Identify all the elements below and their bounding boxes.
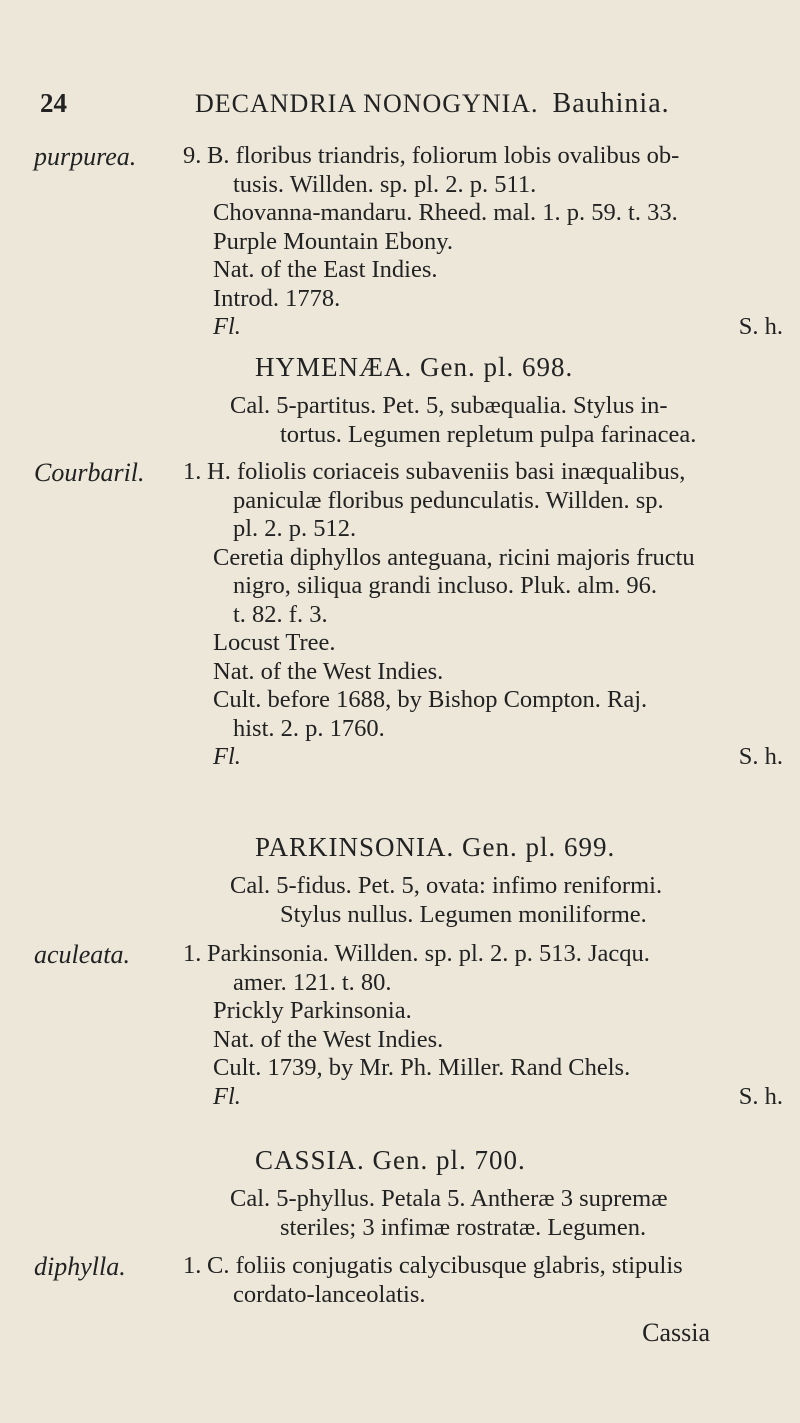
page-number: 24 <box>40 88 67 118</box>
entry-line: Nat. of the West Indies. <box>213 1025 444 1053</box>
running-title <box>195 88 670 120</box>
running-title-text: DECANDRIA NONOGYNIA. <box>195 89 539 118</box>
entry-line: Locust Tree. <box>213 629 336 656</box>
entry-line: pl. 2. p. 512. <box>233 515 357 542</box>
genus-heading-parkinsonia: PARKINSONIA. Gen. pl. 699. <box>255 832 616 862</box>
entry-line: Nat. of the West Indies. <box>213 657 444 685</box>
genus-heading-cassia: CASSIA. Gen. pl. 700. <box>255 1145 526 1175</box>
genus-description-hymenaea <box>230 392 790 449</box>
entry-line: paniculæ floribus pedunculatis. Willden. sp. <box>233 486 664 514</box>
entry-line: H. foliolis coriaceis subaveniis basi inæqualibus, <box>207 458 686 485</box>
entry-line: C. foliis conjugatis calycibusque glabris, stipulis <box>207 1252 683 1279</box>
entry-line: tusis. Willden. sp. pl. 2. p. 511. <box>233 170 537 198</box>
genus-line: steriles; 3 infimæ rostratæ. Legumen. <box>280 1213 647 1241</box>
entry-number: 9. <box>183 142 202 169</box>
entry-line: amer. 121. t. 80. <box>233 968 392 996</box>
running-head <box>0 88 800 128</box>
habit-symbol: S. h. <box>738 313 783 340</box>
entry-line: Parkinsonia. Willden. sp. pl. 2. p. 513. Jacqu. <box>207 940 650 967</box>
entry-line: Introd. 1778. <box>213 284 341 312</box>
genus-heading-hymenaea: HYMENÆA. Gen. pl. 698. <box>255 352 574 382</box>
species-entry-diphylla <box>183 1252 783 1309</box>
genus-line: Stylus nullus. Legumen moniliforme. <box>280 900 647 928</box>
entry-line: Prickly Parkinsonia. <box>213 997 412 1024</box>
genus-line: Cal. 5-phyllus. Petala 5. Antheræ 3 supremæ <box>230 1185 668 1212</box>
flowering-label: Fl. <box>213 743 241 770</box>
margin-species-aculeata: aculeata. <box>34 940 131 969</box>
entry-line: hist. 2. p. 1760. <box>233 714 385 742</box>
genus-line: Cal. 5-partitus. Pet. 5, subæqualia. Stylus in- <box>230 392 668 419</box>
genus-description-parkinsonia <box>230 872 790 929</box>
running-genus: Bauhinia. <box>552 88 670 119</box>
entry-line: Chovanna-mandaru. Rheed. mal. 1. p. 59. t. 33. <box>213 199 678 226</box>
species-entry-purpurea <box>183 142 783 342</box>
entry-line: cordato-lanceolatis. <box>233 1280 426 1308</box>
entry-line: t. 82. f. 3. <box>233 600 328 628</box>
margin-species-courbaril: Courbaril. <box>34 458 145 487</box>
entry-number: 1. <box>183 1252 202 1279</box>
habit-symbol: S. h. <box>738 1082 783 1110</box>
flowering-label: Fl. <box>213 313 241 340</box>
entry-number: 1. <box>183 940 202 967</box>
genus-line: Cal. 5-fidus. Pet. 5, ovata: infimo reniformi. <box>230 872 663 899</box>
margin-species-purpurea: purpurea. <box>34 142 137 171</box>
genus-line: tortus. Legumen repletum pulpa farinacea. <box>280 420 697 448</box>
entry-number: 1. <box>183 458 202 485</box>
entry-line: Cult. 1739, by Mr. Ph. Miller. Rand Chels. <box>213 1054 631 1081</box>
genus-description-cassia <box>230 1185 790 1242</box>
species-entry-aculeata <box>183 940 783 1111</box>
entry-line: Ceretia diphyllos anteguana, ricini majoris fructu <box>213 543 695 571</box>
entry-line: Nat. of the East Indies. <box>213 256 438 283</box>
entry-line: Purple Mountain Ebony. <box>213 227 453 255</box>
margin-species-diphylla: diphylla. <box>34 1252 126 1281</box>
catchword: Cassia <box>642 1318 710 1347</box>
flowering-label: Fl. <box>213 1082 241 1110</box>
species-entry-courbaril <box>183 458 783 772</box>
entry-line: B. floribus triandris, foliorum lobis ovalibus ob- <box>207 142 680 169</box>
habit-symbol: S. h. <box>738 743 783 770</box>
entry-line: nigro, siliqua grandi incluso. Pluk. alm. 96. <box>233 572 657 599</box>
entry-line: Cult. before 1688, by Bishop Compton. Raj. <box>213 686 648 713</box>
